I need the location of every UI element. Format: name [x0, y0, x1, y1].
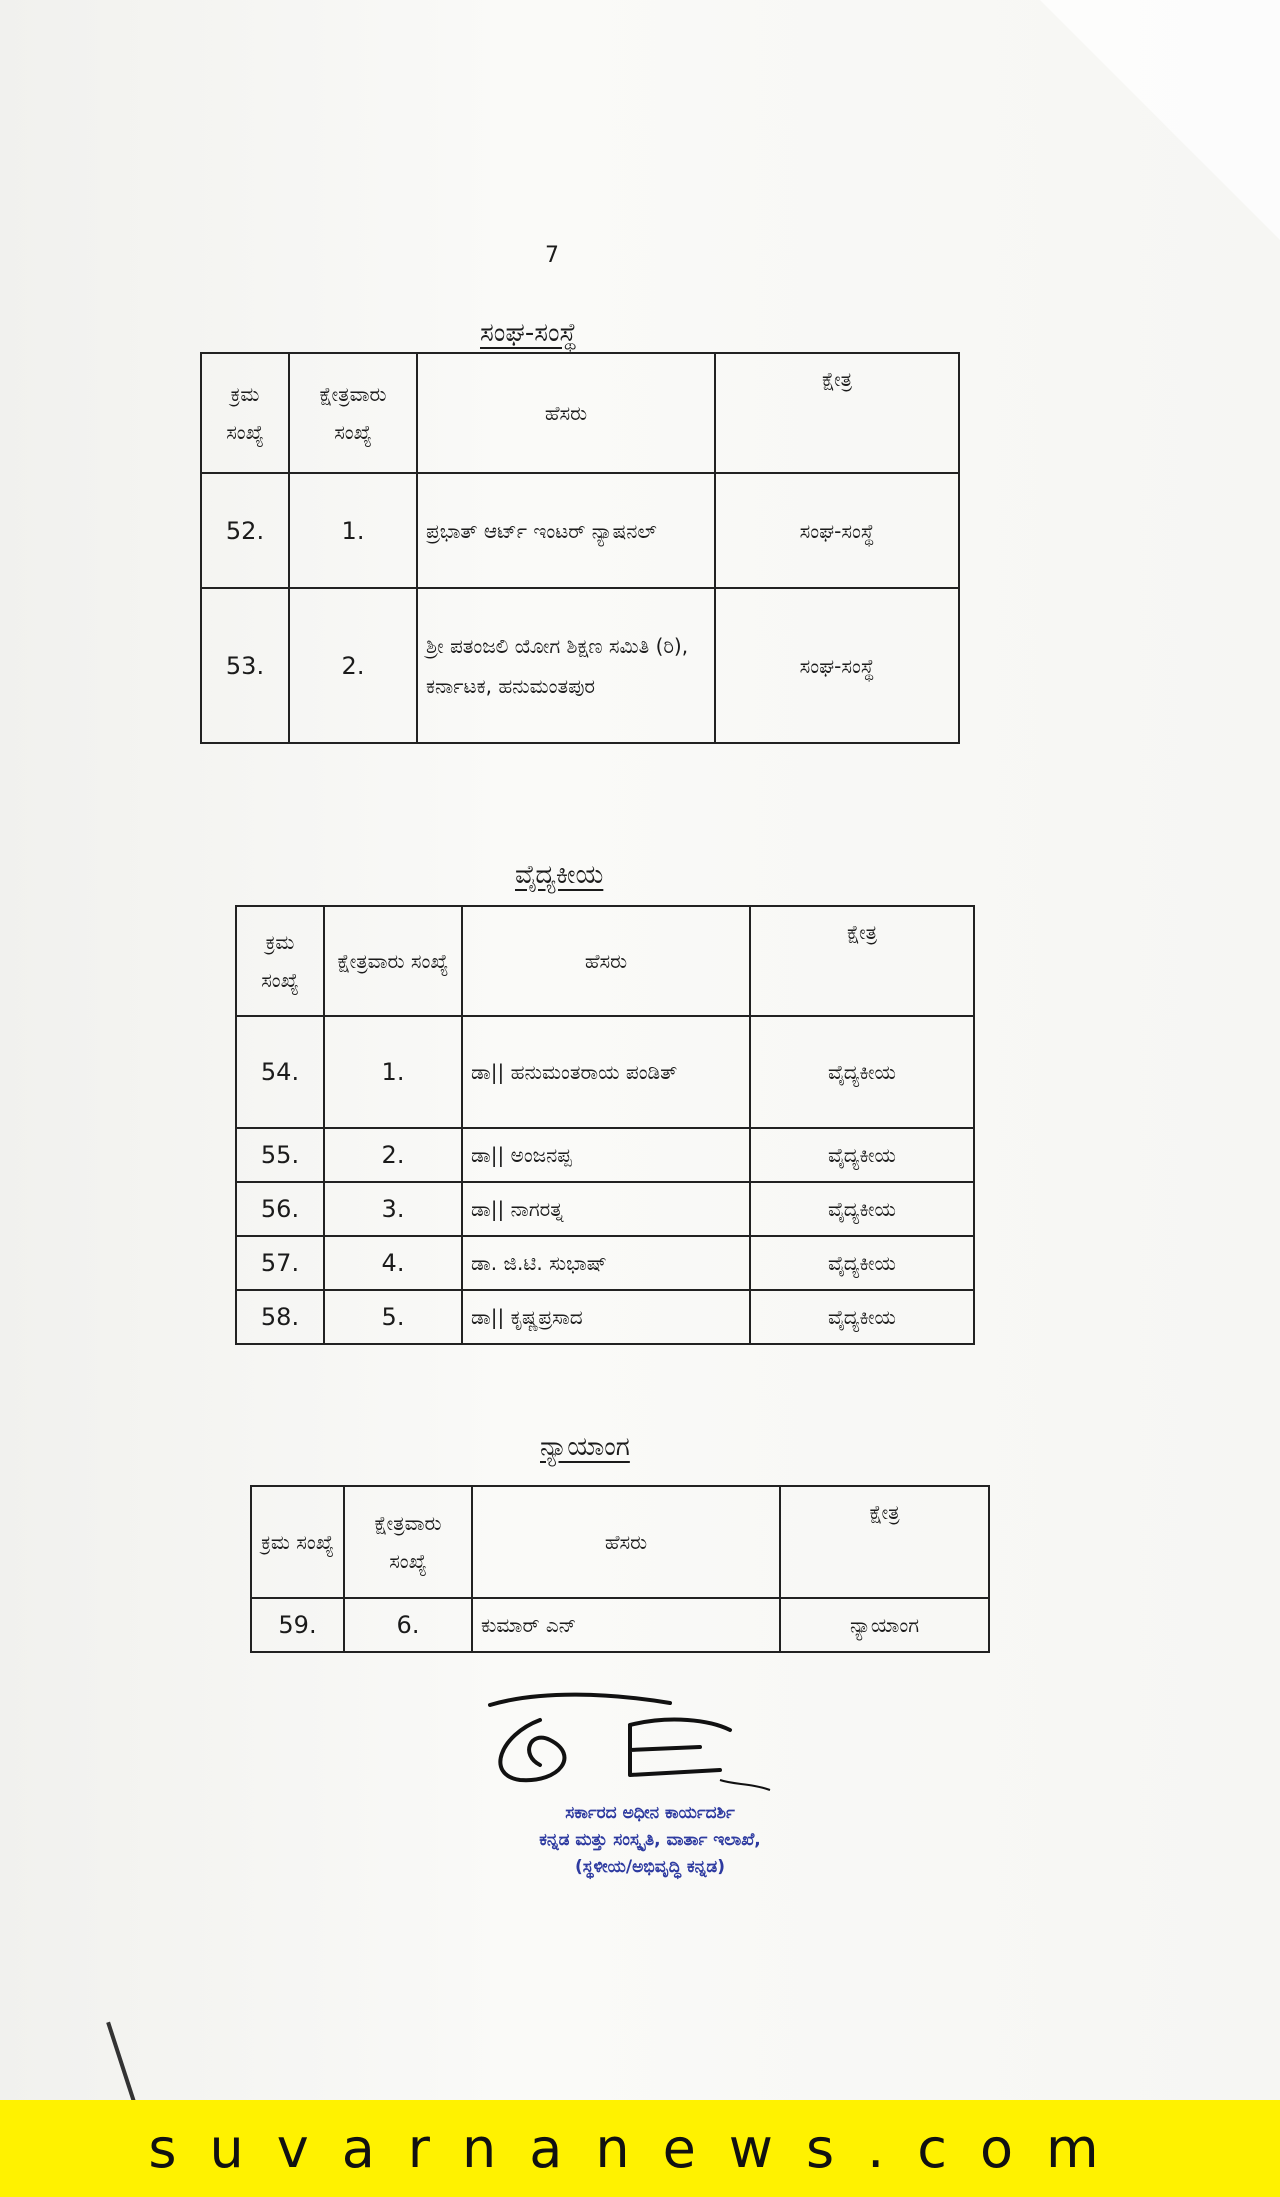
signature [480, 1685, 780, 1795]
serial-cell: 53. [201, 588, 289, 743]
header-serial: ಕ್ರಮ ಸಂಖ್ಯೆ [236, 906, 324, 1016]
stamp-line-1: ಸರ್ಕಾರದ ಅಧೀನ ಕಾರ್ಯದರ್ಶಿ [565, 1803, 735, 1823]
serial-cell: 58. [236, 1290, 324, 1344]
table-judiciary [250, 1485, 990, 1653]
field-cell: ವೈದ್ಯಕೀಯ [750, 1290, 974, 1344]
header-field: ಕ್ಷೇತ್ರ [750, 906, 974, 1016]
banner-text: suvarnanews.com [148, 2117, 1132, 2180]
header-name: ಹೆಸರು [417, 353, 715, 473]
header-name: ಹೆಸರು [462, 906, 750, 1016]
section-title-medical: ವೈದ್ಯಕೀಯ [515, 860, 604, 890]
table-row [201, 588, 959, 743]
header-field-serial: ಕ್ಷೇತ್ರವಾರು ಸಂಖ್ಯೆ [324, 906, 462, 1016]
stamp-line-3: (ಸ್ಥಳೀಯ/ಅಭಿವೃದ್ಧಿ ಕನ್ನಡ) [575, 1857, 725, 1877]
name-cell: ಡಾ|| ಅಂಜನಪ್ಪ [462, 1128, 750, 1182]
table-row [236, 1236, 974, 1290]
serial-cell: 52. [201, 473, 289, 588]
stamp-line-2: ಕನ್ನಡ ಮತ್ತು ಸಂಸ್ಕೃತಿ, ವಾರ್ತಾ ಇಲಾಖೆ, [539, 1830, 761, 1850]
name-cell: ಡಾ|| ಕೃಷ್ಣಪ್ರಸಾದ [462, 1290, 750, 1344]
table-organisations [200, 352, 960, 744]
header-field-serial: ಕ್ಷೇತ್ರವಾರು ಸಂಖ್ಯೆ [344, 1486, 472, 1598]
header-field-serial: ಕ್ಷೇತ್ರವಾರು ಸಂಖ್ಯೆ [289, 353, 417, 473]
field-serial-cell: 6. [344, 1598, 472, 1652]
field-serial-cell: 5. [324, 1290, 462, 1344]
table-row [201, 473, 959, 588]
name-cell: ಡಾ|| ನಾಗರತ್ನ [462, 1182, 750, 1236]
watermark-banner [0, 2100, 1280, 2197]
field-cell: ವೈದ್ಯಕೀಯ [750, 1182, 974, 1236]
serial-cell: 59. [251, 1598, 344, 1652]
official-stamp [430, 1800, 870, 1881]
section-title-judiciary: ನ್ಯಾಯಾಂಗ [540, 1432, 630, 1462]
page-number: 7 [545, 243, 559, 268]
table-row [236, 1016, 974, 1128]
field-cell: ವೈದ್ಯಕೀಯ [750, 1128, 974, 1182]
name-cell: ಪ್ರಭಾತ್ ಆರ್ಟ್ ಇಂಟರ್ ನ್ಯಾಷನಲ್ [417, 473, 715, 588]
field-serial-cell: 2. [289, 588, 417, 743]
field-serial-cell: 1. [289, 473, 417, 588]
name-cell: ಡಾ|| ಹನುಮಂತರಾಯ ಪಂಡಿತ್ [462, 1016, 750, 1128]
field-cell: ನ್ಯಾಯಾಂಗ [780, 1598, 989, 1652]
field-cell: ಸಂಘ-ಸಂಸ್ಥೆ [715, 588, 959, 743]
field-serial-cell: 2. [324, 1128, 462, 1182]
header-name: ಹೆಸರು [472, 1486, 780, 1598]
serial-cell: 56. [236, 1182, 324, 1236]
field-serial-cell: 1. [324, 1016, 462, 1128]
field-cell: ವೈದ್ಯಕೀಯ [750, 1016, 974, 1128]
table-row [236, 1128, 974, 1182]
table-medical [235, 905, 975, 1345]
header-serial: ಕ್ರಮ ಸಂಖ್ಯೆ [251, 1486, 344, 1598]
table-row [236, 1182, 974, 1236]
name-cell: ಡಾ. ಜಿ.ಟಿ. ಸುಭಾಷ್ [462, 1236, 750, 1290]
field-serial-cell: 3. [324, 1182, 462, 1236]
header-serial: ಕ್ರಮ ಸಂಖ್ಯೆ [201, 353, 289, 473]
field-cell: ಸಂಘ-ಸಂಸ್ಥೆ [715, 473, 959, 588]
header-field: ಕ್ಷೇತ್ರ [715, 353, 959, 473]
serial-cell: 54. [236, 1016, 324, 1128]
field-cell: ವೈದ್ಯಕೀಯ [750, 1236, 974, 1290]
field-serial-cell: 4. [324, 1236, 462, 1290]
name-cell: ಕುಮಾರ್ ಎನ್ [472, 1598, 780, 1652]
section-title-organisations: ಸಂಘ-ಸಂಸ್ಥೆ [480, 318, 578, 348]
table-row [236, 1290, 974, 1344]
name-cell: ಶ್ರೀ ಪತಂಜಲಿ ಯೋಗ ಶಿಕ್ಷಣ ಸಮಿತಿ (ರಿ), ಕರ್ನಾಟಕ, ಹನುಮಂತಪುರ [417, 588, 715, 743]
serial-cell: 57. [236, 1236, 324, 1290]
header-field: ಕ್ಷೇತ್ರ [780, 1486, 989, 1598]
table-row [251, 1598, 989, 1652]
serial-cell: 55. [236, 1128, 324, 1182]
